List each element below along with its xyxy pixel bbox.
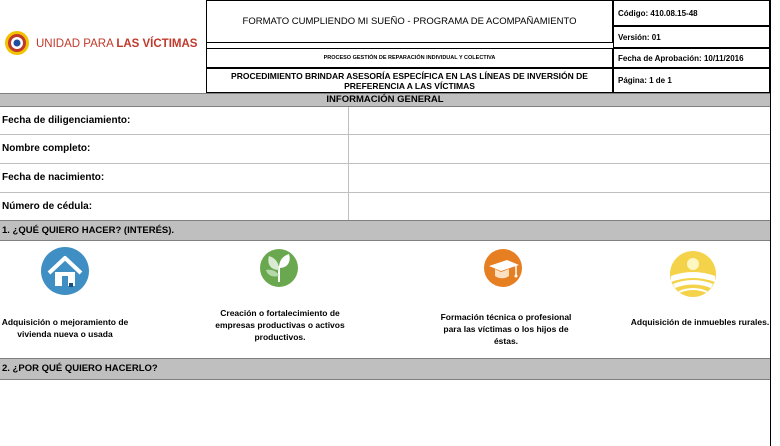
form-title: FORMATO CUMPLIENDO MI SUEÑO - PROGRAMA DE ACOMPAÑAMIENTO	[206, 0, 613, 43]
fecha-aprobacion: Fecha de Aprobación: 10/11/2016	[613, 48, 770, 68]
process-name: PROCESO GESTIÓN DE REPARACIÓN INDIVIDUAL Y COLECTIVA	[206, 48, 613, 68]
codigo: Código: 410.08.15-48	[613, 0, 770, 26]
field-row-fecha-diligenciamiento	[0, 107, 770, 135]
field-row-fecha-nacimiento	[0, 164, 770, 193]
option-vivienda[interactable]	[40, 246, 90, 296]
option-vivienda-caption: Adquisición o mejoramiento de vivienda nueva o usada	[1, 317, 129, 339]
house-icon	[40, 246, 90, 296]
fecha-nacimiento-input[interactable]	[349, 164, 770, 192]
field-label: Fecha de nacimiento:	[2, 172, 105, 183]
option-empresas[interactable]	[259, 248, 299, 288]
logo-text-bold: LAS VÍCTIMAS	[116, 38, 198, 50]
section2-heading: 2. ¿POR QUÉ QUIERO HACERLO?	[0, 358, 770, 380]
numero-cedula-input[interactable]	[349, 193, 770, 220]
option-formacion[interactable]	[483, 248, 523, 288]
rural-field-icon	[669, 250, 717, 298]
field-row-numero-cedula	[0, 193, 770, 220]
procedure-name: PROCEDIMIENTO BRINDAR ASESORÍA ESPECÍFICA EN LAS LÍNEAS DE INVERSIÓN DE PREFERENCIA A LAS VÍCTIMAS	[206, 68, 613, 93]
pagina: Página: 1 de 1	[613, 68, 770, 93]
section1-heading: 1. ¿QUÉ QUIERO HACER? (INTERÉS).	[0, 220, 770, 241]
option-formacion-caption: Formación técnica o profesional para las víctimas o los hijos de éstas.	[440, 312, 572, 346]
plant-icon	[259, 248, 299, 288]
header-logo	[0, 0, 206, 93]
field-row-nombre-completo	[0, 135, 770, 164]
general-info-heading: INFORMACIÓN GENERAL	[0, 93, 770, 107]
option-inmuebles-rurales-caption: Adquisición de inmuebles rurales.	[630, 317, 770, 327]
field-label: Número de cédula:	[2, 201, 93, 212]
fecha-diligenciamiento-input[interactable]	[349, 107, 770, 134]
graduation-cap-icon	[483, 248, 523, 288]
right-border	[770, 0, 771, 446]
nombre-completo-input[interactable]	[349, 135, 770, 163]
colombia-coat-of-arms-icon	[4, 30, 30, 56]
option-empresas-caption: Creación o fortalecimiento de empresas productivas o activos productivos.	[215, 308, 345, 342]
field-label: Nombre completo:	[2, 143, 91, 154]
option-inmuebles-rurales[interactable]	[669, 250, 717, 298]
field-label: Fecha de diligenciamiento:	[2, 115, 131, 126]
version: Versión: 01	[613, 26, 770, 48]
section2-answer-area[interactable]	[0, 380, 770, 446]
logo-text-regular: UNIDAD PARA	[36, 38, 117, 50]
